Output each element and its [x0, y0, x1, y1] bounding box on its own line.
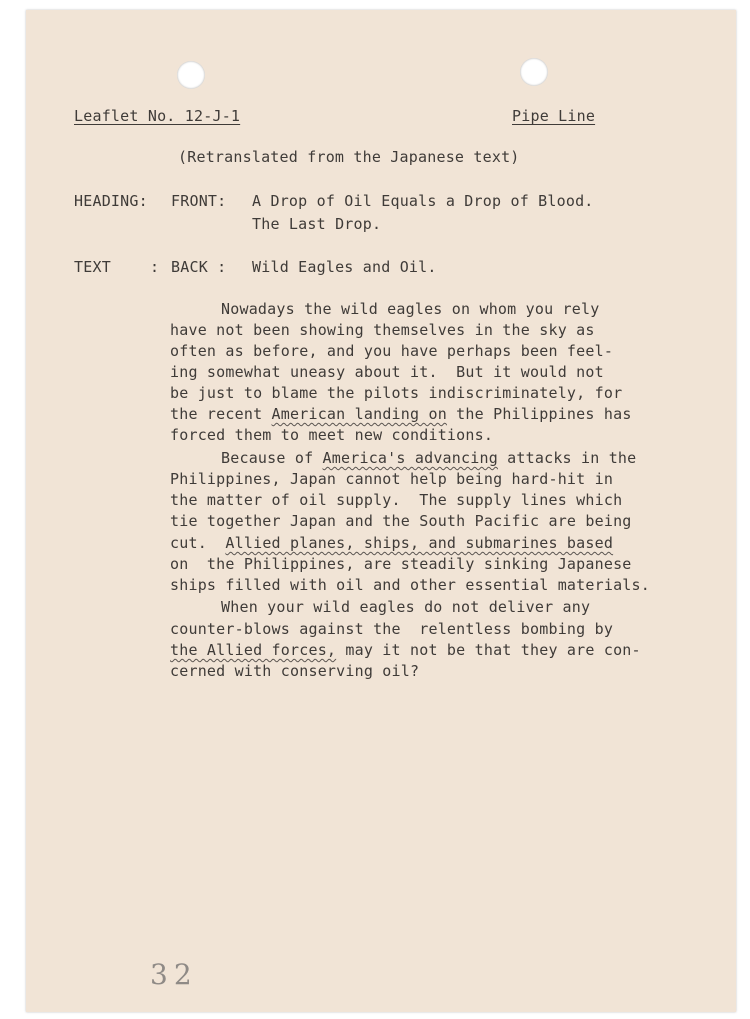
body-line: ing somewhat uneasy about it. But it would not — [170, 363, 604, 381]
body-line: cerned with conserving oil? — [170, 662, 420, 680]
body-line: forced them to meet new conditions. — [170, 426, 494, 444]
document-page — [26, 10, 736, 1012]
text-label: TEXT — [74, 258, 111, 276]
body-line: Nowadays the wild eagles on whom you rely — [221, 300, 600, 318]
body-line: ships filled with oil and other essential materials. — [170, 576, 650, 594]
body-line: the matter of oil supply. The supply lines which — [170, 491, 623, 509]
body-line: counter-blows against the relentless bombing by — [170, 620, 614, 638]
heading-label: HEADING: — [74, 192, 148, 210]
series-name: Pipe Line — [512, 107, 596, 125]
body-text: the recent — [170, 405, 272, 423]
leaflet-number: Leaflet No. 12-J-1 — [74, 107, 241, 125]
body-text: cut. — [170, 534, 226, 552]
heading-line-1: A Drop of Oil Equals a Drop of Blood. — [252, 192, 594, 210]
body-text: Because of — [221, 449, 323, 467]
body-line: often as before, and you have perhaps been feel- — [170, 342, 614, 360]
translation-note: (Retranslated from the Japanese text) — [178, 148, 520, 166]
text-colon: : — [150, 258, 160, 276]
body-line — [170, 534, 613, 552]
body-line: Philippines, Japan cannot help being hard-hit in — [170, 470, 614, 488]
body-text: attacks in the — [497, 449, 637, 467]
body-line: be just to blame the pilots indiscriminately, for — [170, 384, 623, 402]
punch-hole-right — [520, 58, 548, 86]
body-line: When your wild eagles do not deliver any — [221, 598, 591, 616]
body-line — [170, 641, 641, 659]
body-text: the Philippines has — [446, 405, 632, 423]
underlined-phrase: American landing on — [271, 405, 447, 423]
punch-hole-left — [177, 61, 205, 89]
heading-side: FRONT: — [171, 192, 227, 210]
body-line: tie together Japan and the South Pacific are being — [170, 512, 632, 530]
body-line: on the Philippines, are steadily sinking Japanese — [170, 555, 632, 573]
body-line — [221, 449, 636, 467]
heading-line-2: The Last Drop. — [252, 215, 382, 233]
body-text: may it not be that they are con- — [336, 641, 641, 659]
underlined-phrase: Allied planes, ships, and submarines based — [225, 534, 614, 552]
underlined-phrase: America's advancing — [322, 449, 498, 467]
text-side: BACK : — [171, 258, 227, 276]
underlined-phrase: the Allied forces, — [170, 641, 337, 659]
body-line — [170, 405, 632, 423]
text-title: Wild Eagles and Oil. — [252, 258, 437, 276]
page-number: 32 — [150, 958, 198, 991]
body-line: have not been showing themselves in the sky as — [170, 321, 595, 339]
